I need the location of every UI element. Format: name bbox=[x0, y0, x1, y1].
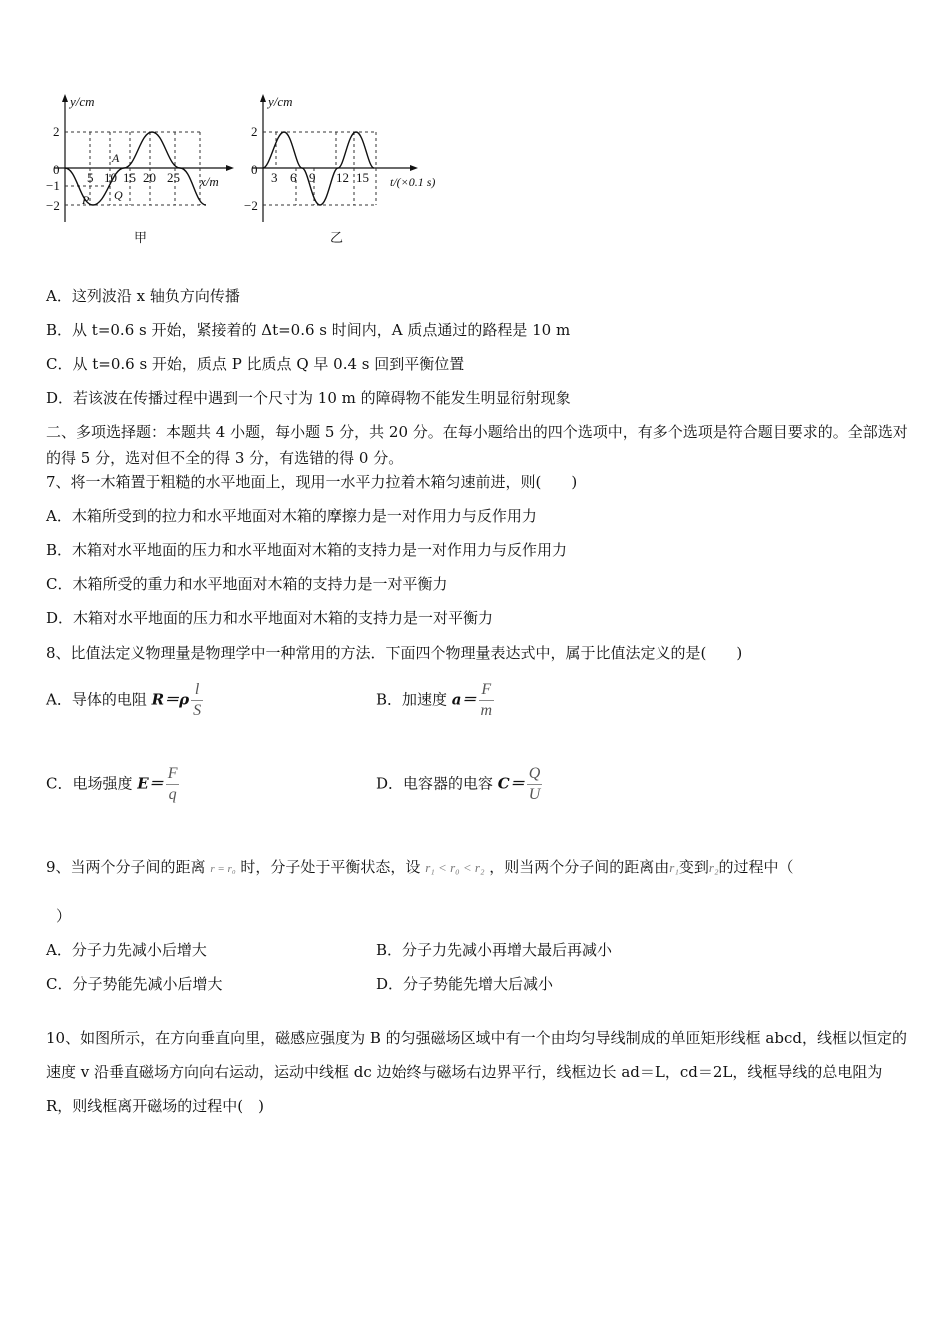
q7-option-c: C．木箱所受的重力和水平地面对木箱的支持力是一对平衡力 bbox=[46, 575, 448, 593]
q8-option-d bbox=[376, 764, 544, 805]
formula-lhs: R＝ρ bbox=[151, 690, 190, 709]
y-axis-label: y/cm bbox=[268, 94, 293, 109]
x-tick: 15 bbox=[123, 170, 136, 185]
y-tick: 0 bbox=[53, 162, 60, 177]
point-label: Q bbox=[114, 188, 123, 202]
formula-lhs: E＝ bbox=[137, 774, 164, 793]
wave-graph-left bbox=[40, 92, 240, 252]
x-tick: 20 bbox=[143, 170, 156, 185]
x-tick: 6 bbox=[290, 170, 297, 185]
fraction bbox=[527, 764, 543, 805]
x-tick: 10 bbox=[104, 170, 117, 185]
q6-option-a: A．这列波沿 x 轴负方向传播 bbox=[46, 287, 240, 305]
fraction bbox=[166, 764, 180, 805]
y-tick: −1 bbox=[46, 178, 60, 193]
option-text: C．电场强度 bbox=[46, 774, 138, 793]
numerator: F bbox=[481, 681, 492, 698]
fraction bbox=[479, 680, 495, 721]
q6-option-c: C．从 t=0.6 s 开始，质点 P 比质点 Q 早 0.4 s 回到平衡位置 bbox=[46, 355, 465, 373]
y-tick: −2 bbox=[244, 198, 258, 213]
q9-option-a: A．分子力先减小后增大 bbox=[46, 941, 207, 959]
x-axis-label: x/m bbox=[200, 174, 219, 189]
point-label: P bbox=[82, 193, 90, 207]
y-tick: 2 bbox=[53, 124, 60, 139]
stem-text: ，则当两个分子间的距离由 bbox=[489, 858, 670, 876]
q8-option-a bbox=[46, 680, 205, 721]
math-inline: r = r₀ bbox=[210, 863, 236, 875]
q8-stem: 8、比值法定义物理量是物理学中一种常用的方法．下面四个物理量表达式中，属于比值法定义的是( ) bbox=[46, 644, 743, 662]
q6-option-d: D．若该波在传播过程中遇到一个尺寸为 10 m 的障碍物不能发生明显衍射现象 bbox=[46, 389, 571, 407]
x-tick: 15 bbox=[356, 170, 369, 185]
stem-text: 的过程中（ bbox=[718, 858, 794, 876]
y-tick: 0 bbox=[251, 162, 258, 177]
x-tick: 5 bbox=[87, 170, 94, 185]
math-inline: r₂ bbox=[708, 860, 719, 875]
denominator: U bbox=[528, 786, 541, 803]
denominator: m bbox=[480, 702, 493, 719]
option-text: A．导体的电阻 bbox=[46, 690, 152, 709]
stem-text: 变到 bbox=[678, 858, 709, 876]
q9-option-b: B．分子力先减小再增大最后再减小 bbox=[376, 941, 613, 959]
stem-text: 时，分子处于平衡状态，设 bbox=[240, 858, 421, 876]
q8-option-c bbox=[46, 764, 181, 805]
q7-stem: 7、将一木箱置于粗糙的水平地面上，现用一水平力拉着木箱匀速前进，则( ) bbox=[46, 473, 578, 491]
denominator: S bbox=[193, 702, 202, 719]
math-inline: r₁ bbox=[669, 860, 679, 875]
x-tick: 25 bbox=[167, 170, 180, 185]
figure-caption: 乙 bbox=[330, 231, 344, 246]
numerator: Q bbox=[528, 765, 541, 782]
q9-option-c: C．分子势能先减小后增大 bbox=[46, 975, 223, 993]
q7-option-b: B．木箱对水平地面的压力和水平地面对木箱的支持力是一对作用力与反作用力 bbox=[46, 541, 568, 559]
section-heading: 二、多项选择题：本题共 4 小题，每小题 5 分，共 20 分。在每小题给出的四个选项中，有多个选项是符合题目要求的。全部选对的得 5 分，选对但不全的得 3 分，有选错的得 0 分。 bbox=[46, 423, 908, 467]
numerator: l bbox=[194, 681, 200, 698]
denominator: q bbox=[166, 784, 180, 805]
numerator: F bbox=[167, 765, 178, 782]
q6-option-b: B．从 t=0.6 s 开始，紧接着的 Δt=0.6 s 时间内，A 质点通过的路程是 10 m bbox=[46, 321, 571, 339]
q10-stem: 10、如图所示，在方向垂直向里，磁感应强度为 B 的匀强磁场区域中有一个由均匀导线制成的单匝矩形线框 abcd，线框以恒定的速度 v 沿垂直磁场方向向右运动，运动中线框 dc 边始终与磁场右边界平行，线框边长 ad＝L，cd＝2L，线框导线的总电阻为 R，则线框离开磁场的过程中( ) bbox=[46, 1029, 907, 1115]
y-tick: 2 bbox=[251, 124, 258, 139]
fraction bbox=[191, 680, 203, 721]
option-text: B．加速度 bbox=[376, 690, 452, 709]
y-axis-label: y/cm bbox=[70, 94, 95, 109]
figure-caption: 甲 bbox=[134, 231, 148, 246]
point-label: A bbox=[112, 151, 120, 165]
q7-option-d: D．木箱对水平地面的压力和水平地面对木箱的支持力是一对平衡力 bbox=[46, 609, 494, 627]
option-text: D．电容器的电容 bbox=[376, 774, 498, 793]
x-tick: 9 bbox=[309, 170, 316, 185]
q9-stem bbox=[46, 857, 794, 879]
formula-lhs: C＝ bbox=[497, 774, 525, 793]
formula-lhs: a＝ bbox=[451, 690, 477, 709]
x-tick: 12 bbox=[336, 170, 349, 185]
x-tick: 3 bbox=[271, 170, 278, 185]
q8-option-b bbox=[376, 680, 496, 721]
y-tick: −2 bbox=[46, 198, 60, 213]
q9-stem-close: ） bbox=[56, 907, 72, 925]
q9-option-d: D．分子势能先增大后减小 bbox=[376, 975, 554, 993]
q7-option-a: A．木箱所受到的拉力和水平地面对木箱的摩擦力是一对作用力与反作用力 bbox=[46, 507, 537, 525]
math-inline: r₁ < r₀ < r₂ bbox=[425, 860, 485, 875]
wave-graph-right bbox=[238, 92, 468, 252]
stem-text: 9、当两个分子间的距离 bbox=[46, 858, 206, 876]
x-axis-label: t/(×0.1 s) bbox=[390, 175, 436, 189]
